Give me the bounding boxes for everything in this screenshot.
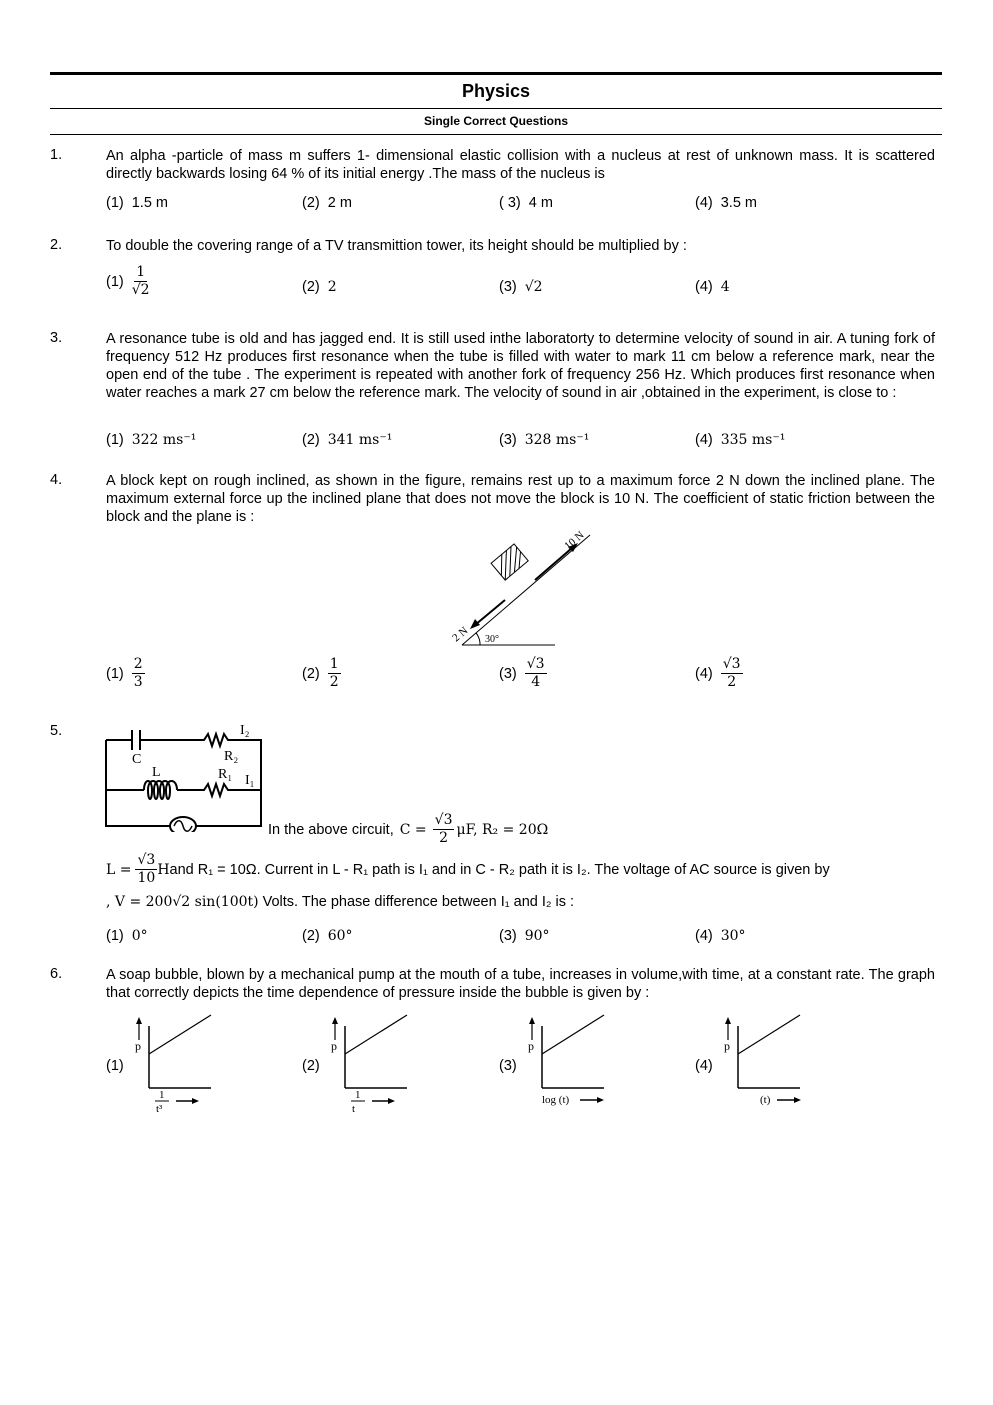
y-axis-label: p: [724, 1039, 730, 1053]
denominator: 2: [727, 674, 737, 690]
option-value: 2 m: [327, 195, 352, 211]
option-value: 30°: [720, 928, 746, 944]
denominator: 3: [133, 674, 143, 690]
option-value: 328 ms⁻¹: [524, 432, 590, 448]
pressure-time-graph[interactable]: [524, 1012, 634, 1117]
question-text: An alpha -particle of mass m suffers 1- dimensional elastic collision with a nucleus at rest of unknown mass. It is scattered directly backwards losing 64 % of its initial energy .The mass of the nucleus is: [106, 148, 935, 182]
option-label: (1): [106, 1058, 124, 1074]
fraction: [328, 656, 341, 691]
option-value: 2: [327, 279, 337, 295]
arrow-up: [535, 548, 572, 580]
option[interactable]: [302, 928, 353, 944]
label-c: C: [132, 752, 142, 767]
option-value: 341 ms⁻¹: [327, 432, 393, 448]
denominator: 4: [531, 674, 541, 690]
label-l: L: [152, 765, 161, 780]
option-label: (3): [499, 432, 517, 448]
divider: [50, 134, 942, 135]
option-label: (4): [695, 1058, 713, 1074]
pressure-time-graph[interactable]: [720, 1012, 830, 1117]
option-label: (2): [302, 665, 320, 682]
question-text: A resonance tube is old and has jagged end. It is still used inthe laboratorty to determine velocity of sound in air. A tuning fork of frequency 512 Hz produces first resonance when the tube is filled with water to mark 11 cm below a reference mark, near the open end of the tube . The experiment is repeated with another fork of frequency 256 Hz. Which produces first resonance when water reaches a mark 27 cm below the reference mark. The velocity of sound in air ,obtained in the experiment, is close to :: [106, 331, 935, 401]
option[interactable]: [499, 1058, 517, 1074]
fraction: [132, 656, 145, 691]
option[interactable]: [106, 195, 168, 211]
fraction: [525, 656, 547, 691]
option-value: 4 m: [528, 195, 553, 211]
fraction: [135, 852, 157, 887]
y-axis-label: p: [528, 1039, 534, 1053]
option[interactable]: [499, 279, 543, 295]
x-axis-label: log (t): [542, 1094, 570, 1106]
option[interactable]: [302, 195, 352, 211]
question-number: 6.: [50, 966, 63, 982]
option-label: (2): [302, 279, 320, 295]
option-value: √2: [524, 279, 543, 295]
option[interactable]: [302, 432, 392, 448]
option-label: (4): [695, 928, 713, 944]
option[interactable]: [695, 1058, 713, 1074]
question-text-line: [268, 812, 548, 847]
option-value: 0°: [131, 928, 148, 944]
option[interactable]: [106, 928, 148, 944]
x-axis-numerator: 1: [355, 1089, 361, 1101]
denominator: 2: [439, 830, 449, 846]
option[interactable]: [695, 928, 746, 944]
option-label: (2): [302, 1058, 320, 1074]
numerator: 1: [329, 656, 339, 672]
denominator: 10: [137, 870, 156, 886]
label-r2: R₂: [224, 749, 239, 764]
option[interactable]: [499, 928, 550, 944]
numerator: 1: [136, 264, 146, 280]
math: , V = 200√2 sin(100t): [106, 894, 259, 910]
x-axis-denominator: t³: [156, 1103, 163, 1115]
option-label: (1): [106, 665, 124, 682]
force-down-label: 2 N: [450, 624, 471, 645]
math: L =: [106, 861, 132, 878]
question-number: 1.: [50, 147, 63, 163]
option[interactable]: [695, 279, 730, 295]
option-label: (3): [499, 928, 517, 944]
fraction: [721, 656, 743, 691]
option-label: (2): [302, 195, 320, 211]
option[interactable]: [499, 195, 553, 211]
question-number: 2.: [50, 237, 63, 253]
option-label: (3): [499, 665, 517, 682]
denominator: √2: [131, 282, 150, 298]
option[interactable]: [106, 1058, 124, 1074]
label-r1: R₁: [218, 767, 233, 782]
numerator: √3: [137, 852, 156, 868]
option-value: 60°: [327, 928, 353, 944]
question-text: A soap bubble, blown by a mechanical pump at the mouth of a tube, increases in volume,with time, at a constant rate. The graph that correctly depicts the time dependence of pressure inside the bubble is given by :: [106, 967, 935, 1001]
question-number: 4.: [50, 472, 63, 488]
option-label: (4): [695, 195, 713, 211]
denominator: 2: [329, 674, 339, 690]
graph-line: [345, 1015, 407, 1054]
option[interactable]: [302, 279, 337, 295]
question-text-line: [106, 852, 938, 887]
option-label: (4): [695, 432, 713, 448]
numerator: √3: [526, 656, 545, 672]
label-i2: I₂: [240, 723, 250, 738]
option[interactable]: [106, 432, 196, 448]
option[interactable]: [302, 656, 341, 691]
option[interactable]: [106, 264, 150, 299]
numerator: 2: [133, 656, 143, 672]
option-label: (1): [106, 195, 124, 211]
question-number: 3.: [50, 330, 63, 346]
option-value: 4: [720, 279, 730, 295]
text: In the above circuit,: [268, 821, 394, 838]
inclined-plane-figure: [440, 520, 600, 650]
option-label: (1): [106, 928, 124, 944]
option[interactable]: [695, 432, 785, 448]
option-value: 335 ms⁻¹: [720, 432, 786, 448]
pressure-time-graph[interactable]: [327, 1012, 437, 1117]
math: C =: [399, 821, 427, 838]
math: H: [157, 861, 170, 878]
option-label: (3): [499, 279, 517, 295]
numerator: √3: [434, 812, 453, 828]
x-axis-numerator: 1: [159, 1089, 165, 1101]
option-label: (2): [302, 928, 320, 944]
option-value: 322 ms⁻¹: [131, 432, 197, 448]
block: [491, 544, 528, 580]
option[interactable]: [106, 656, 145, 691]
angle-label: 30°: [485, 634, 499, 645]
question-text: To double the covering range of a TV transmittion tower, its height should be multiplied by :: [106, 238, 687, 254]
option-label: (2): [302, 432, 320, 448]
fraction: [433, 812, 455, 847]
section-title: Single Correct Questions: [423, 114, 569, 128]
graph-line: [149, 1015, 211, 1054]
circuit-diagram: [104, 718, 266, 832]
pressure-time-graph[interactable]: [131, 1012, 241, 1117]
question-text-line: [106, 894, 574, 910]
force-up-label: 10 N: [562, 529, 587, 553]
label-i1: I₁: [245, 773, 255, 788]
question-number: 5.: [50, 723, 63, 739]
x-axis-denominator: t: [352, 1103, 356, 1115]
y-axis-label: p: [135, 1039, 141, 1053]
option[interactable]: [499, 432, 589, 448]
option[interactable]: [695, 656, 743, 691]
graph-line: [542, 1015, 604, 1054]
fraction: [132, 264, 150, 299]
numerator: √3: [722, 656, 741, 672]
option[interactable]: [499, 656, 547, 691]
divider: [50, 108, 942, 109]
option-label: ( 3): [499, 195, 521, 211]
text: Volts. The phase difference between I₁ and I₂ is :: [258, 894, 575, 910]
option-label: (3): [499, 1058, 517, 1074]
option-label: (4): [695, 665, 713, 682]
y-axis-label: p: [331, 1039, 337, 1053]
option[interactable]: [302, 1058, 320, 1074]
option-value: 90°: [524, 928, 550, 944]
option-value: 1.5 m: [131, 195, 168, 211]
graph-line: [738, 1015, 800, 1054]
subject-title: Physics: [461, 81, 531, 101]
x-axis-label: (t): [760, 1094, 771, 1106]
option-label: (1): [106, 432, 124, 448]
option-label: (4): [695, 279, 713, 295]
option-label: (1): [106, 273, 124, 290]
math: μF, R₂ = 20Ω: [456, 821, 549, 838]
option-value: 3.5 m: [720, 195, 757, 211]
option[interactable]: [695, 195, 757, 211]
top-rule: [50, 72, 942, 75]
question-text: A block kept on rough inclined, as shown in the figure, remains rest up to a maximum force 2 N down the inclined plane. The maximum external force up the inclined plane that does not move the block is 10 N. The coefficient of static friction between the block and the plane is :: [106, 473, 935, 525]
text: and R₁ = 10Ω. Current in L - R₁ path is I₁ and in C - R₂ path it is I₂. The voltage of AC source is given by: [169, 861, 830, 878]
